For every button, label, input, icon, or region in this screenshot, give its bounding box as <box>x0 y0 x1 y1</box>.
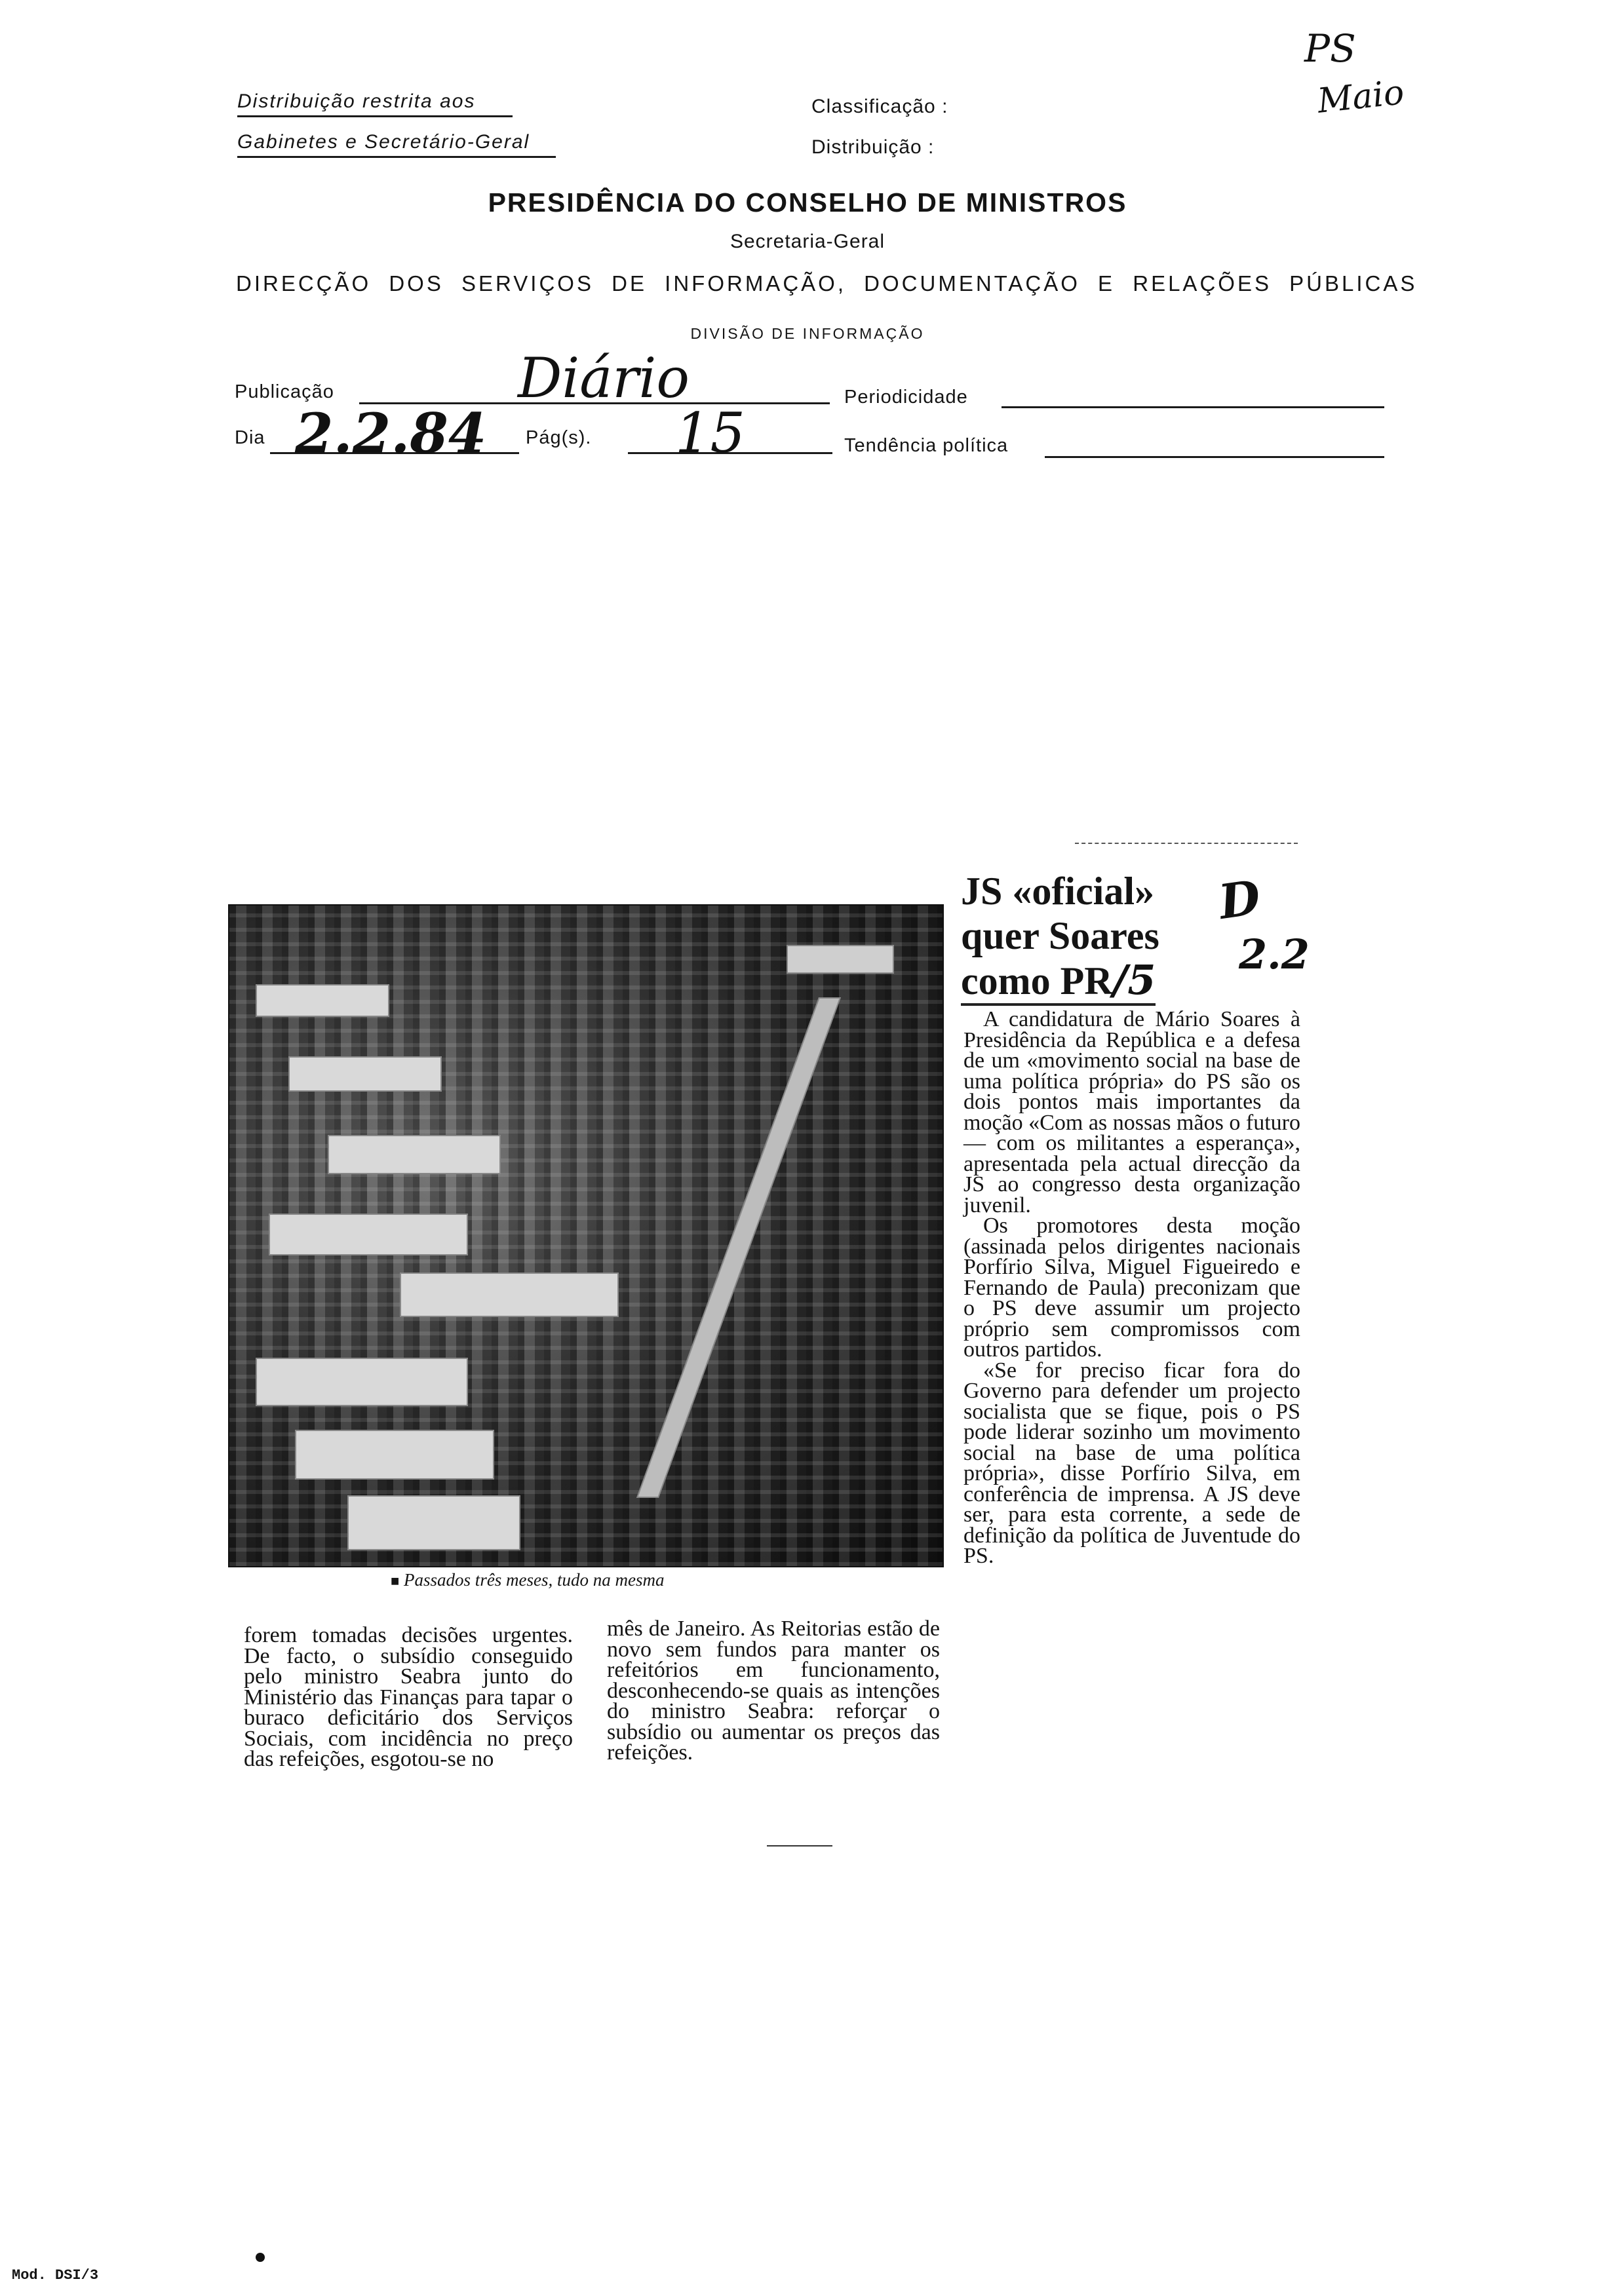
day-value: 2.2.84 <box>295 401 487 466</box>
column-left-text: forem tomadas decisões urgentes. De facto, o subsídio conseguido pelo ministro Seabra junto do Ministério das Finanças para tapar o buraco deficitário dos Serviços Sociais, com incidência no preço das refeições, esgotou-se no <box>244 1623 573 1771</box>
headline-line-3: como PR/5 <box>961 958 1156 1006</box>
day-label: Dia <box>235 427 265 448</box>
column-end-rule <box>767 1845 832 1846</box>
pages-value: 15 <box>675 401 745 465</box>
periodicity-label: Periodicidade <box>844 387 968 408</box>
publication-value: Diário <box>518 346 690 410</box>
headline-line-2: quer Soares <box>961 914 1159 957</box>
classification-label: Classificação : <box>811 96 948 117</box>
periodicity-field-line <box>1002 406 1384 408</box>
headline-line-1: JS «oficial» <box>961 870 1154 913</box>
publication-label: Publicação <box>235 381 334 402</box>
caption-bullet-icon: ■ <box>391 1573 400 1589</box>
article-paragraph-1: A candidatura de Mário Soares à Presidência da República e a defesa de um «movimento social na base de uma política própria» do PS são os dois pontos mais importantes da moção «Com as nossas mãos o futuro — com os militantes a esperança», apresentada pela actual direcção da JS ao congresso desta organização juvenil. <box>963 1007 1300 1217</box>
article-paragraph-2: Os promotores desta moção (assinada pelos dirigentes nacionais Porfírio Silva, Miguel Figueiredo e Fernando de Paula) preconizam que o PS deve assumir um projecto próprio sem compromissos com outros partidos. <box>963 1214 1300 1362</box>
page-subtitle: Secretaria-Geral <box>730 231 885 252</box>
article-paragraph-3: «Se for preciso ficar fora do Governo para defender um projecto socialista que se fique, pois o PS pode liderar sozinho um movimento social na base de uma política própria», disse Porfírio Silva, em conferência de imprensa. A JS deve ser, para esta corrente, a sede de definição da política de Juventude do PS. <box>963 1358 1300 1568</box>
handwritten-date-mark: D <box>1215 869 1264 930</box>
article-body <box>963 1009 1300 1567</box>
photo-caption: ■ Passados três meses, tudo na mesma <box>391 1570 665 1590</box>
political-tendency-label: Tendência política <box>844 435 1009 456</box>
handwritten-note-line1: PS <box>1304 26 1356 71</box>
pages-label: Pág(s). <box>526 427 592 448</box>
article-column-left <box>244 1625 573 1770</box>
political-tendency-field-line <box>1045 456 1384 458</box>
headline-page-annotation: /5 <box>1112 956 1156 1004</box>
ink-dot <box>256 2253 265 2262</box>
cafeteria-photo <box>228 904 944 1567</box>
article-column-middle <box>607 1618 940 1763</box>
handwritten-note-line2: Maio <box>1315 73 1406 121</box>
form-model-code: Mod. DSI/3 <box>12 2267 99 2284</box>
column-middle-text: mês de Janeiro. As Reitorias estão de novo sem fundos para manter os refeitórios em funcionamento, desconhecendo-se quais as intenções do ministro Seabra: reforçar o subsídio ou aumentar os preços das refeições. <box>607 1617 940 1765</box>
distribution-label: Distribuição : <box>811 136 935 158</box>
article-top-rule <box>1075 843 1298 844</box>
page-title: PRESIDÊNCIA DO CONSELHO DE MINISTROS <box>488 187 1127 218</box>
restricted-distribution-line2: Gabinetes e Secretário-Geral <box>237 131 556 158</box>
department-name: DIRECÇÃO DOS SERVIÇOS DE INFORMAÇÃO, DOCUMENTAÇÃO E RELAÇÕES PÚBLICAS <box>236 271 1418 296</box>
division-name: DIVISÃO DE INFORMAÇÃO <box>690 325 925 342</box>
restricted-distribution-line1: Distribuição restrita aos <box>237 90 513 117</box>
handwritten-date-annotation: 2.2 <box>1239 930 1310 978</box>
